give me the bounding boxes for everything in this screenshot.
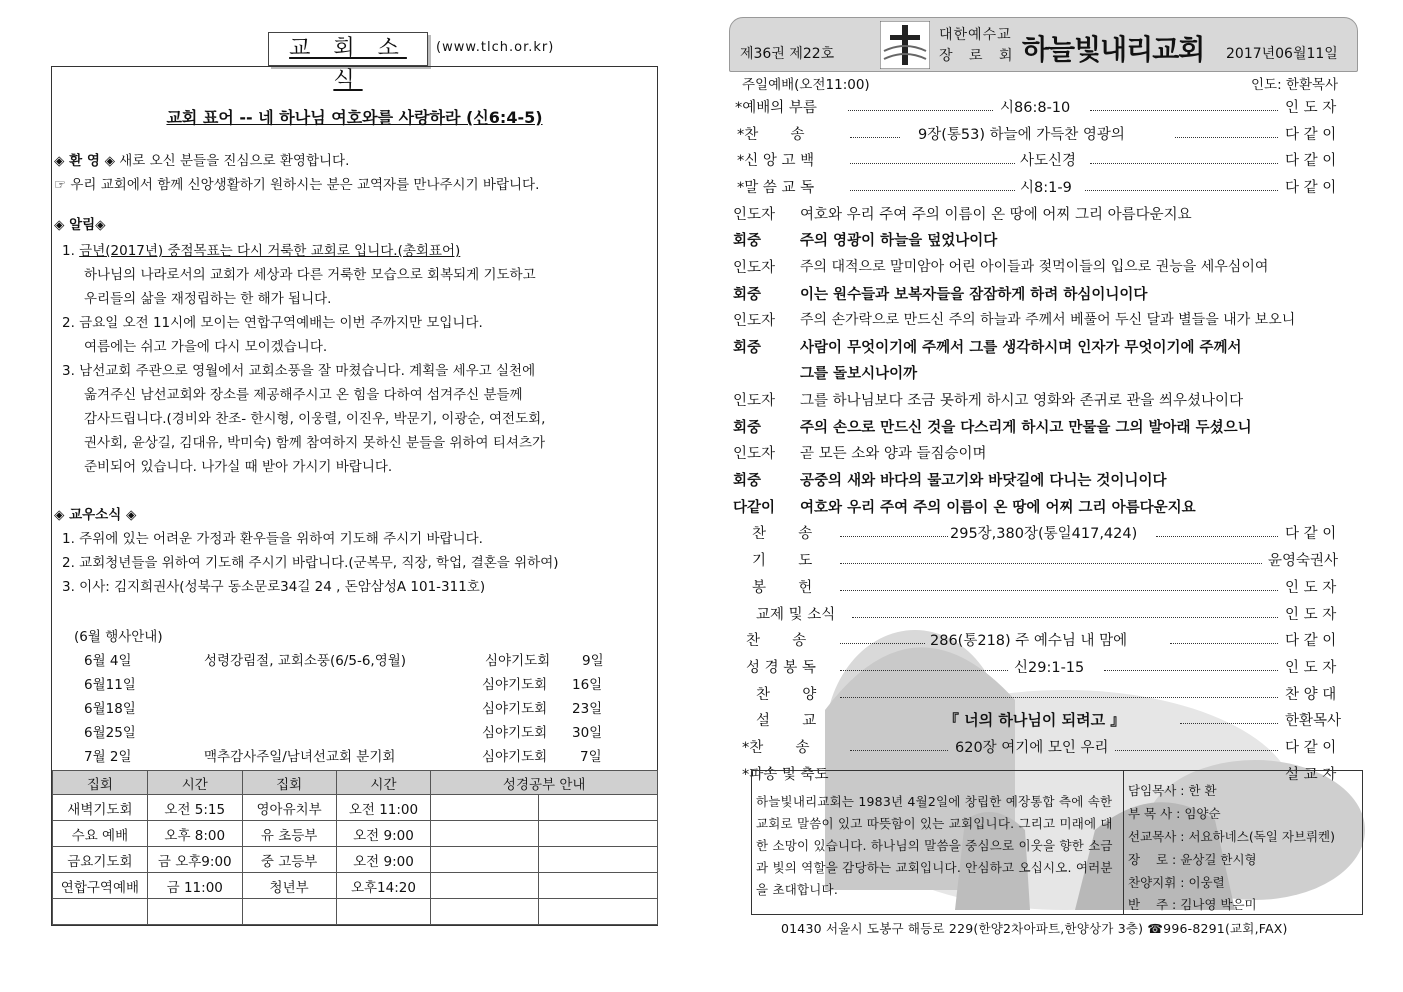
notice-3: 3. 남선교회 주관으로 영월에서 교회소풍을 잘 마쳤습니다. 계획을 세우고 실천에 xyxy=(62,363,536,379)
table-cell: 오전 11:00 xyxy=(336,795,431,821)
notice-1-goal: 금년(2017년) 중점목표는 다시 거룩한 교회로 입니다.(총회표어) xyxy=(79,243,461,259)
staff-list xyxy=(1123,771,1364,914)
order-label: 기 도 xyxy=(752,553,813,569)
bulletin-header xyxy=(729,17,1358,72)
reading-text: 그를 돌보시나이까 xyxy=(800,366,918,382)
event-prayer: 심야기도회 xyxy=(482,725,548,741)
leader-dots xyxy=(840,590,1278,591)
welcome-heading: ◈ 환 영 ◈ xyxy=(54,153,115,169)
event-date: 6월25일 xyxy=(84,725,136,741)
reading-speaker: 회중 xyxy=(733,420,762,436)
order-who: 설 교 자 xyxy=(1285,767,1337,783)
order-who: 인 도 자 xyxy=(1285,660,1337,676)
event-date: 6월11일 xyxy=(84,677,136,693)
reading-text: 사람이 무엇이기에 주께서 그를 생각하시며 인자가 무엇이기에 주께서 xyxy=(800,340,1242,356)
event-date: 6월18일 xyxy=(84,701,136,717)
reading-text: 주의 손으로 만드신 것을 다스리게 하시고 만물을 그의 발아래 두셨으니 xyxy=(800,420,1252,436)
leader-dots xyxy=(840,536,948,537)
table-cell xyxy=(539,821,658,847)
notice-3-line5: 준비되어 있습니다. 나가실 때 받아 가시기 바랍니다. xyxy=(84,459,393,475)
order-who: 윤영숙권사 xyxy=(1268,553,1339,569)
order-content: 9장(통53) 하늘에 가득찬 영광의 xyxy=(918,127,1125,143)
notice-3-line3: 감사드립니다.(경비와 찬조- 한시형, 이웅렬, 이진우, 박문기, 이광순, 여전도회, xyxy=(84,411,546,427)
table-cell xyxy=(53,899,148,925)
reading-speaker: 인도자 xyxy=(733,393,776,409)
website-url[interactable]: (www.tlch.or.kr) xyxy=(436,40,555,55)
header-time: 시간 xyxy=(336,771,431,795)
staff-accompanist: 반 주 : 김나영 박은미 xyxy=(1128,897,1257,912)
welcome-line xyxy=(54,149,349,169)
header-meeting: 집회 xyxy=(242,771,336,795)
service-leader: 인도: 한환목사 xyxy=(1251,77,1339,93)
table-cell: 금 오후9:00 xyxy=(147,847,242,873)
event-date: 6월 4일 xyxy=(84,653,132,669)
order-who: 다 같 이 xyxy=(1285,180,1337,196)
event-date: 7월 2일 xyxy=(84,749,132,765)
table-cell xyxy=(539,795,658,821)
leader-dots xyxy=(1170,643,1278,644)
reading-text: 주의 손가락으로 만드신 주의 하늘과 주께서 베풀어 두신 달과 별들을 내가 보오니 xyxy=(800,312,1296,328)
table-row xyxy=(53,847,658,873)
order-content: 286(통218) 주 예수님 내 맘에 xyxy=(930,633,1128,649)
order-content: 시86:8-10 xyxy=(1000,100,1071,116)
meeting-schedule-table xyxy=(52,770,658,925)
member-news-2: 2. 교회청년들을 위하여 기도해 주시기 바랍니다.(군복무, 직장, 학업, 결혼을 위하여) xyxy=(62,555,559,571)
order-label: 봉 헌 xyxy=(752,580,813,596)
events-heading: (6월 행사안내) xyxy=(74,629,163,645)
reading-speaker: 회중 xyxy=(733,287,762,303)
table-cell xyxy=(431,899,539,925)
header-bible-study: 성경공부 안내 xyxy=(431,771,658,795)
member-news-heading: ◈ 교우소식 ◈ xyxy=(54,507,137,523)
order-content: 사도신경 xyxy=(1020,153,1077,169)
order-label: *예배의 부름 xyxy=(735,100,817,116)
order-label: *말 씀 교 독 xyxy=(737,180,815,196)
notice-3-line2: 옮겨주신 남선교회와 장소를 제공해주시고 온 힘을 다하여 섬겨주신 분들께 xyxy=(84,387,523,403)
reading-speaker: 회중 xyxy=(733,340,762,356)
order-label: 찬 양 xyxy=(756,687,817,703)
reading-speaker: 인도자 xyxy=(733,260,776,276)
event-prayer: 심야기도회 xyxy=(485,653,551,669)
reading-text: 이는 원수들과 보복자들을 잠잠하게 하려 하심이니이다 xyxy=(800,287,1148,303)
order-label: 성 경 봉 독 xyxy=(746,660,816,676)
staff-associate-pastor: 부 목 사 : 임양순 xyxy=(1128,806,1221,821)
leader-dots xyxy=(850,137,900,138)
order-who: 다 같 이 xyxy=(1285,153,1337,169)
event-desc: 맥추감사주일/남녀선교회 분기회 xyxy=(204,749,396,765)
bulletin-date: 2017년06월11일 xyxy=(1226,46,1338,62)
table-cell: 수요 예배 xyxy=(53,821,148,847)
reading-speaker: 다같이 xyxy=(733,500,776,516)
table-cell: 오전 9:00 xyxy=(336,847,431,873)
order-who: 인 도 자 xyxy=(1285,607,1337,623)
order-content: 신29:1-15 xyxy=(1014,660,1085,676)
notice-3-line4: 권사회, 윤상길, 김대유, 박미숙) 함께 참여하지 못하신 분들을 위하여 티셔츠가 xyxy=(84,435,546,451)
church-news-box xyxy=(51,66,658,926)
leader-dots xyxy=(1090,110,1278,111)
leader-dots xyxy=(840,697,1278,698)
table-cell xyxy=(431,821,539,847)
table-cell: 오후14:20 xyxy=(336,873,431,899)
order-who: 다 같 이 xyxy=(1285,633,1337,649)
member-news-1: 1. 주위에 있는 어려운 가정과 환우들을 위하여 기도해 주시기 바랍니다. xyxy=(62,531,483,547)
table-cell: 새벽기도회 xyxy=(53,795,148,821)
table-cell: 연합구역예배 xyxy=(53,873,148,899)
table-cell: 오전 9:00 xyxy=(336,821,431,847)
church-motto: 교회 표어 -- 네 하나님 여호와를 사랑하라 (신6:4-5) xyxy=(166,108,543,127)
table-cell xyxy=(431,847,539,873)
table-row xyxy=(53,873,658,899)
reading-text: 곧 모든 소와 양과 들짐승이며 xyxy=(800,446,987,462)
event-day: 7일 xyxy=(580,749,602,765)
event-prayer: 심야기도회 xyxy=(482,749,548,765)
order-who: 인 도 자 xyxy=(1285,580,1337,596)
order-who: 인 도 자 xyxy=(1285,100,1337,116)
church-address: 01430 서울시 도봉구 해등로 229(한양2차아파트,한양상가 3층) ☎996-8291(교회,FAX) xyxy=(781,921,1288,936)
table-cell: 금 11:00 xyxy=(147,873,242,899)
table-row xyxy=(53,899,658,925)
notice-1 xyxy=(62,239,460,259)
church-intro-text: 하늘빛내리교회는 1983년 4월2일에 창립한 예장통합 측에 속한 교회로 말씀이 있고 따뜻함이 있는 교회입니다. 그리고 미래에 대한 소망이 있습니다. 하나님의 말씀을 중심으로 이웃을 향한 소금과 빛의 역할을 감당하는 교회입니다. 안심하고 오십시오. 여러분을 초대합니다. xyxy=(756,794,1113,897)
leader-dots xyxy=(1090,163,1278,164)
order-who: 다 같 이 xyxy=(1285,740,1337,756)
notice-heading: ◈ 알림◈ xyxy=(54,217,106,233)
leader-dots xyxy=(840,563,1262,564)
table-cell: 영아유치부 xyxy=(242,795,336,821)
table-cell: 금요기도회 xyxy=(53,847,148,873)
table-cell xyxy=(431,873,539,899)
notice-2-line2: 여름에는 쉬고 가을에 다시 모이겠습니다. xyxy=(84,339,328,355)
volume-number: 제36권 제22호 xyxy=(740,46,835,62)
event-day: 16일 xyxy=(572,677,603,693)
order-content: 620장 여기에 모인 우리 xyxy=(955,740,1109,756)
church-cross-logo-icon xyxy=(880,21,930,69)
order-who: 다 같 이 xyxy=(1285,526,1337,542)
order-content: 295장,380장(통일417,424) xyxy=(950,526,1138,542)
table-cell: 중 고등부 xyxy=(242,847,336,873)
table-cell: 오후 8:00 xyxy=(147,821,242,847)
leader-dots xyxy=(1104,670,1278,671)
table-cell xyxy=(336,899,431,925)
reading-speaker: 인도자 xyxy=(733,207,776,223)
event-day: 9일 xyxy=(582,653,604,669)
leader-dots xyxy=(1115,750,1278,751)
order-label: *파송 및 축도 xyxy=(742,767,829,783)
leader-dots xyxy=(1156,536,1278,537)
leader-dots xyxy=(852,617,1278,618)
order-label: 찬 송 xyxy=(752,526,813,542)
table-cell: 오전 5:15 xyxy=(147,795,242,821)
leader-dots xyxy=(1175,137,1278,138)
event-desc: 성령강림절, 교회소풍(6/5-6,영월) xyxy=(204,653,407,669)
sermon-title: 『 너의 하나님이 되려고 』 xyxy=(944,711,1126,729)
staff-missionary: 선교목사 : 서요하네스(독일 자브뤼켄) xyxy=(1128,829,1336,844)
order-who: 한환목사 xyxy=(1285,713,1342,729)
order-label: *찬 송 xyxy=(742,740,810,756)
table-cell xyxy=(539,873,658,899)
table-cell xyxy=(147,899,242,925)
order-label: 교제 및 소식 xyxy=(756,607,836,623)
order-who: 찬 양 대 xyxy=(1285,687,1337,703)
service-title: 주일예배(오전11:00) xyxy=(742,77,870,93)
staff-senior-pastor: 담임목사 : 한 환 xyxy=(1128,783,1217,798)
staff-elders: 장 로 : 윤상길 한시형 xyxy=(1128,852,1257,867)
news-title: 교 회 소 식 xyxy=(268,32,428,66)
table-row xyxy=(53,795,658,821)
leader-dots xyxy=(850,190,1015,191)
leader-dots xyxy=(1180,723,1278,724)
notice-1-number: 1. xyxy=(62,243,80,259)
reading-text: 주의 영광이 하늘을 덮었나이다 xyxy=(800,233,998,249)
leader-dots xyxy=(850,750,948,751)
table-cell: 청년부 xyxy=(242,873,336,899)
welcome-note: ☞ 우리 교회에서 함께 신앙생활하기 원하시는 분은 교역자를 만나주시기 바랍니다. xyxy=(54,177,540,193)
header-time: 시간 xyxy=(147,771,242,795)
church-intro-box xyxy=(751,770,1363,915)
order-label: *찬 송 xyxy=(737,127,805,143)
table-header-row xyxy=(53,771,658,795)
notice-1-line2: 하나님의 나라로서의 교회가 세상과 다른 거룩한 모습으로 회복되게 기도하고 xyxy=(84,267,536,283)
order-label: 설 교 xyxy=(756,713,817,729)
reading-text: 주의 대적으로 말미암아 어린 아이들과 젖먹이들의 입으로 권능을 세우심이여 xyxy=(800,259,1269,275)
order-label: *신 앙 고 백 xyxy=(737,153,815,169)
table-cell xyxy=(539,847,658,873)
leader-dots xyxy=(840,643,925,644)
table-cell xyxy=(539,899,658,925)
notice-2: 2. 금요일 오전 11시에 모이는 연합구역예배는 이번 주까지만 모입니다. xyxy=(62,315,483,331)
church-name: 하늘빛내리교회 xyxy=(1022,33,1205,66)
table-cell xyxy=(431,795,539,821)
order-content: 시8:1-9 xyxy=(1020,180,1072,196)
leader-dots xyxy=(850,163,1015,164)
reading-speaker: 회중 xyxy=(733,473,762,489)
staff-choir-director: 찬양지휘 : 이웅렬 xyxy=(1128,875,1225,890)
reading-text: 여호와 우리 주여 주의 이름이 온 땅에 어찌 그리 아름다운지요 xyxy=(800,207,1192,223)
leader-dots xyxy=(840,670,1008,671)
notice-1-line3: 우리들의 삶을 재정립하는 한 해가 됩니다. xyxy=(84,291,332,307)
table-cell xyxy=(242,899,336,925)
denomination-line2: 장 로 회 xyxy=(939,48,1019,64)
order-who: 다 같 이 xyxy=(1285,127,1337,143)
header-meeting: 집회 xyxy=(53,771,148,795)
event-prayer: 심야기도회 xyxy=(482,701,548,717)
member-news-3: 3. 이사: 김지희권사(성북구 동소문로34길 24 , 돈암삼성A 101-311호) xyxy=(62,579,486,595)
reading-speaker: 회중 xyxy=(733,233,762,249)
event-day: 30일 xyxy=(572,725,603,741)
order-label: 찬 송 xyxy=(746,633,807,649)
reading-speaker: 인도자 xyxy=(733,446,776,462)
welcome-text: 새로 오신 분들을 진심으로 환영합니다. xyxy=(114,153,350,169)
event-prayer: 심야기도회 xyxy=(482,677,548,693)
reading-text: 공중의 새와 바다의 물고기와 바닷길에 다니는 것이니이다 xyxy=(800,473,1167,489)
leader-dots xyxy=(848,110,993,111)
table-row xyxy=(53,821,658,847)
reading-text: 그를 하나님보다 조금 못하게 하시고 영화와 존귀로 관을 씌우셨나이다 xyxy=(800,393,1244,409)
table-cell: 유 초등부 xyxy=(242,821,336,847)
reading-speaker: 인도자 xyxy=(733,313,776,329)
denomination-line1: 대한예수교 xyxy=(939,27,1012,43)
event-day: 23일 xyxy=(572,701,603,717)
reading-text: 여호와 우리 주여 주의 이름이 온 땅에 어찌 그리 아름다운지요 xyxy=(800,500,1196,516)
leader-dots xyxy=(1085,190,1278,191)
